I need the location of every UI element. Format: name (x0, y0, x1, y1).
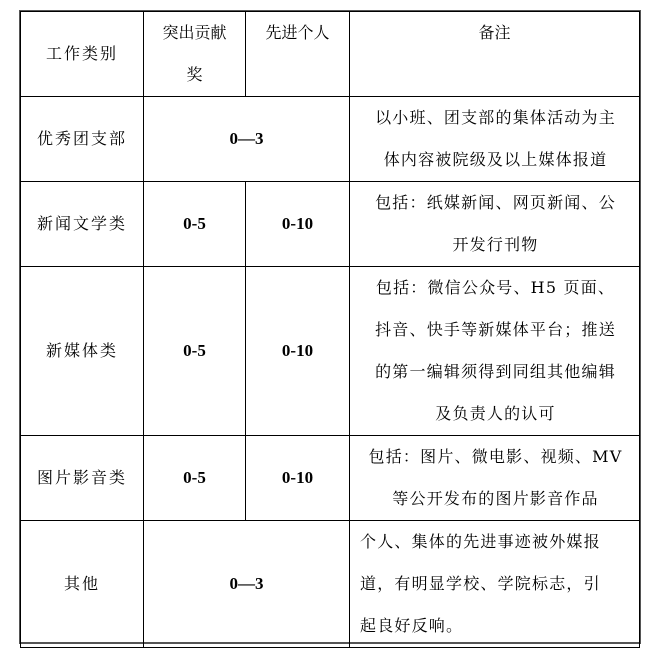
remarks-line: 包括：纸媒新闻、网页新闻、公 (375, 193, 616, 212)
header-outstanding-line1: 突出贡献 (162, 23, 227, 42)
advanced-score-cell: 0-10 (246, 182, 350, 267)
remarks-cell (350, 436, 640, 521)
remarks-line: 的第一编辑须得到同组其他编辑 (375, 362, 616, 381)
advanced-score-cell: 0-10 (246, 436, 350, 521)
remarks-line: 等公开发布的图片影音作品 (392, 489, 599, 508)
remarks-line: 开发行刊物 (452, 235, 539, 254)
outstanding-score-cell: 0-5 (144, 182, 246, 267)
category-cell: 其他 (21, 521, 144, 648)
merged-score-cell: 0—3 (144, 97, 350, 182)
merged-score-cell: 0—3 (144, 521, 350, 648)
remarks-line: 及负责人的认可 (435, 404, 556, 423)
table-row (21, 182, 640, 267)
table-row (21, 97, 640, 182)
category-cell: 新媒体类 (21, 267, 144, 436)
header-advanced-individual (246, 12, 350, 97)
table-row (21, 521, 640, 648)
category-cell: 优秀团支部 (21, 97, 144, 182)
remarks-line: 起良好反响。 (360, 616, 464, 635)
category-cell: 图片影音类 (21, 436, 144, 521)
remarks-line: 以小班、团支部的集体活动为主 (375, 108, 616, 127)
remarks-line: 包括：图片、微电影、视频、MV (368, 447, 623, 466)
outstanding-score-cell: 0-5 (144, 267, 246, 436)
category-cell: 新闻文学类 (21, 182, 144, 267)
award-criteria-table (20, 11, 640, 648)
remarks-cell (350, 267, 640, 436)
table-row (21, 436, 640, 521)
remarks-line: 抖音、快手等新媒体平台；推送 (375, 320, 616, 339)
header-category (21, 12, 144, 97)
header-row (21, 12, 640, 97)
header-advanced-label: 先进个人 (265, 23, 330, 42)
remarks-line: 道，有明显学校、学院标志，引 (360, 574, 601, 593)
remarks-cell (350, 182, 640, 267)
table-row (21, 267, 640, 436)
header-outstanding-contribution (144, 12, 246, 97)
header-category-label: 工作类别 (45, 44, 118, 63)
header-remarks (350, 12, 640, 97)
outstanding-score-cell: 0-5 (144, 436, 246, 521)
header-remarks-label: 备注 (478, 23, 511, 42)
remarks-line: 包括：微信公众号、H5 页面、 (375, 278, 616, 297)
remarks-cell (350, 521, 640, 648)
remarks-line: 个人、集体的先进事迹被外媒报 (360, 532, 601, 551)
header-outstanding-line2: 奖 (186, 65, 203, 84)
advanced-score-cell: 0-10 (246, 267, 350, 436)
remarks-cell (350, 97, 640, 182)
remarks-line: 体内容被院级及以上媒体报道 (383, 150, 608, 169)
